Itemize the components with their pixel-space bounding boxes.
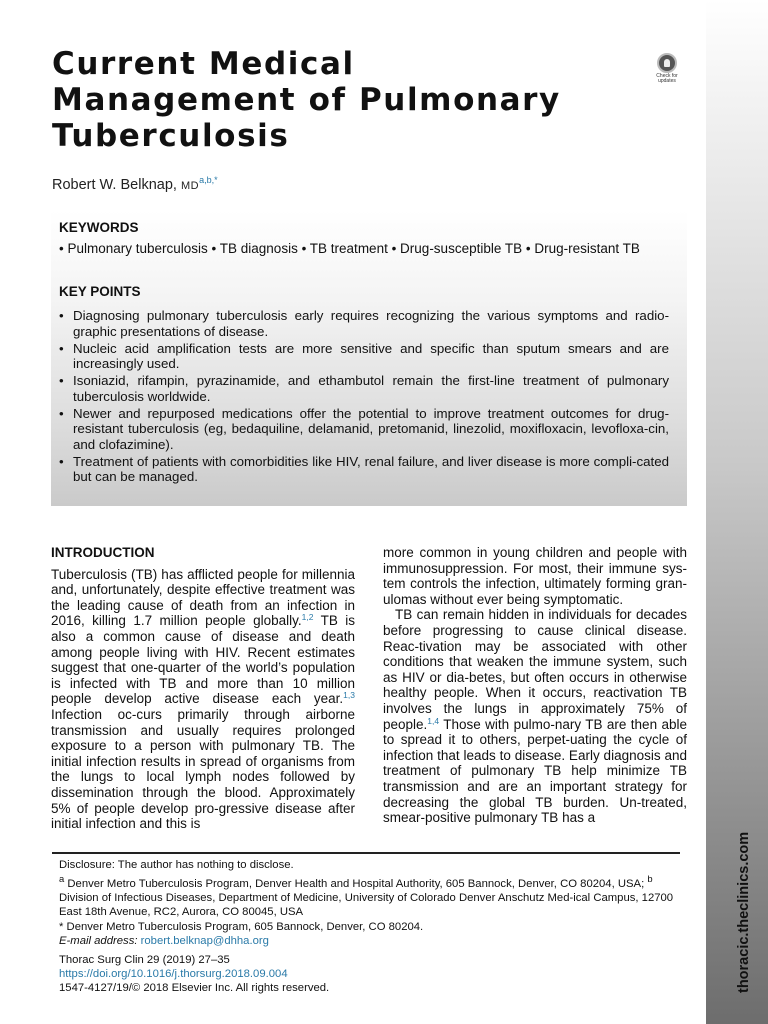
disclosure-note: Disclosure: The author has nothing to disclose. [59,859,294,871]
keywords-keypoints-box [51,210,687,506]
title-line-3: Tuberculosis [52,118,290,154]
key-points-heading: KEY POINTS [59,284,141,299]
intro-paragraph-1: Tuberculosis (TB) has afflicted people for millennia and, unfortunately, despite effective treatment was the leading cause of death from an infection in 2016, killing 1.7 million people globally.$^{1,2}$ TB is also a common cause of disease and death among people living with HIV. Recent estimates suggest that one-quarter of the world’s population is infected with TB and more than 10 million people develop active disease each year.$^{1,3}$ Infection oc-curs primarily through airborne transmission and usually requires prolonged exposure to a person with pulmonary TB. The initial infection results in spread of organisms from the lungs to local lymph nodes followed by dissemination through the blood. Approximately 5% of people develop pro-gressive disease after initial infection and this is [51,566,355,832]
introduction-heading: INTRODUCTION [51,545,155,560]
title-line-1: Current Medical [52,46,355,82]
keywords-heading: KEYWORDS [59,220,139,235]
citation-link[interactable]: 1,4 [427,715,440,726]
journal-info [59,953,329,996]
right-column [383,545,687,826]
journal-site-url[interactable]: thoracic.theclinics.com [736,831,752,993]
footnote-divider [52,852,680,854]
check-for-updates-badge[interactable] [648,53,686,91]
copyright: 1547-4127/19/© 2018 Elsevier Inc. All rights reserved. [59,982,330,995]
author-name: Robert W. Belknap, [52,177,177,193]
email-line: E-mail address: robert.belknap@dhha.org [59,934,269,947]
keywords-list: • Pulmonary tuberculosis • TB diagnosis • TB treatment • Drug-susceptible TB • Drug-resistant TB [59,241,640,256]
author-line [52,175,218,193]
author-degree: MD [180,180,200,192]
author-affiliation[interactable]: a,b,* [199,175,218,185]
left-column [51,545,355,832]
key-point: • Newer and repurposed medications offer the potential to improve treatment outcomes for drug-resistant tuberculosis (eg, bedaquiline, delamanid, pretomanid, linezolid, moxifloxacin, levofloxa-cin, and clofazimine). [59,406,669,453]
bookmark-icon [657,53,677,73]
key-point: • Treatment of patients with comorbidities like HIV, renal failure, and liver disease is more compli-cated but can be managed. [59,454,669,485]
key-point: • Isoniazid, rifampin, pyrazinamide, and ethambutol remain the first-line treatment of pulmonary tuberculosis worldwide. [59,373,669,404]
key-point: • Nucleic acid amplification tests are more sensitive and specific than sputum smears and are increasingly used. [59,341,669,372]
corresponding-note: * Denver Metro Tuberculosis Program, 605 Bannock, Denver, CO 80204. [59,920,424,933]
doi-link[interactable]: https://doi.org/10.1016/j.thorsurg.2018.09.004 [59,968,288,981]
key-point: • Diagnosing pulmonary tuberculosis early requires recognizing the various symptoms and radio-graphic presentations of disease. [59,308,669,339]
article-title [52,46,652,154]
intro-paragraph-3: TB can remain hidden in individuals for decades before progressing to cause clinical disease. Reac-tivation may be associated with other conditions that weaken the immune system, such as HIV or dia-betes, but often occurs in otherwise healthy people. When it occurs, reactivation TB involves the lungs in approximately 75% of people.$^{1,4}$ Those with pulmo-nary TB are then able to spread it to others, perpet-uating the cycle of infection that leads to disease. Early diagnosis and treatment of pulmonary TB help minimize TB transmission and are an important strategy for decreasing the global TB burden. Un-treated, smear-positive pulmonary TB has a [383,607,687,826]
key-points-list [59,308,669,486]
intro-paragraph-2: more common in young children and people with immunosuppression. For most, their immune sys-tem controls the infection, ultimately forming gran-ulomas without ever being symptomatic. [383,545,687,607]
footnotes [59,858,684,948]
title-line-2: Management of Pulmonary [52,82,561,118]
badge-label: Check for updates [656,73,678,84]
citation-link[interactable]: 1,2 [301,612,314,623]
email-link[interactable]: robert.belknap@dhha.org [140,934,269,947]
affiliation-note: $^a$ Denver Metro Tuberculosis Program, Denver Health and Hospital Authority, 605 Bannock, Denver, CO 80204, USA; $^b$ Division of Infectious Diseases, Department of Medicine, University of Colorado Denver Anschutz Med-ical Campus, 12700 East 18th Avenue, RC2, Aurora, CO 80045, USA [59,873,674,919]
citation-link[interactable]: 1,3 [343,690,355,701]
journal-citation: Thorac Surg Clin 29 (2019) 27–35 [59,954,230,966]
